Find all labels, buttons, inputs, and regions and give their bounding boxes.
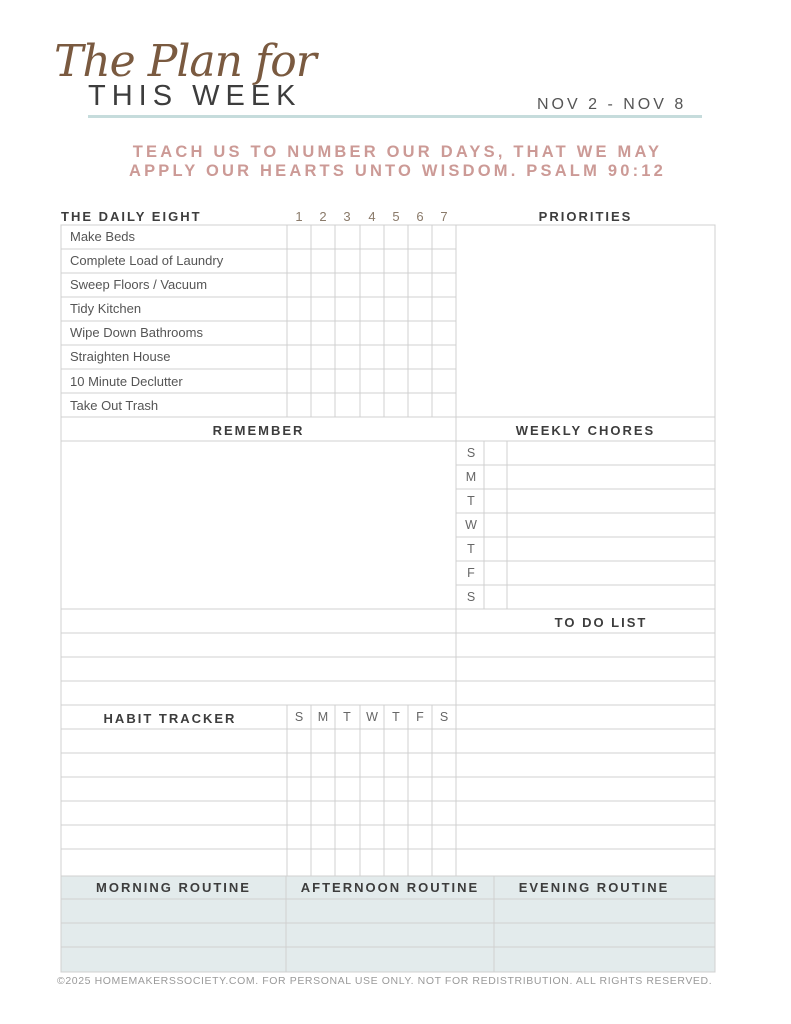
- day-number: 3: [343, 209, 351, 224]
- habit-day-label: S: [294, 710, 304, 724]
- habit-day-label: F: [416, 710, 424, 724]
- daily-task: Wipe Down Bathrooms: [70, 325, 203, 340]
- priorities-title: PRIORITIES: [538, 209, 633, 224]
- chore-day-label: S: [466, 446, 476, 460]
- habit-day-label: S: [439, 710, 449, 724]
- chore-day-label: S: [466, 590, 476, 604]
- daily-task: Tidy Kitchen: [70, 301, 142, 316]
- chore-day-label: M: [465, 470, 477, 484]
- daily-task: Take Out Trash: [70, 398, 159, 413]
- daily-task: 10 Minute Declutter: [70, 374, 183, 389]
- habit-day-label: M: [317, 710, 329, 724]
- script-title: The Plan for: [54, 36, 316, 87]
- day-number: 5: [392, 209, 400, 224]
- chore-day-label: T: [467, 542, 475, 556]
- chore-day-label: F: [467, 566, 475, 580]
- date-range: NOV 2 - NOV 8: [537, 96, 687, 113]
- todo-title: TO DO LIST: [554, 615, 648, 630]
- daily-eight-title: THE DAILY EIGHT: [61, 209, 202, 224]
- verse-line-2: APPLY OUR HEARTS UNTO WISDOM. PSALM 90:12: [128, 162, 667, 180]
- weekly-chores-title: WEEKLY CHORES: [515, 423, 656, 438]
- daily-task: Sweep Floors / Vacuum: [70, 277, 208, 292]
- habit-tracker-title: HABIT TRACKER: [103, 711, 237, 726]
- afternoon-routine-title: AFTERNOON ROUTINE: [300, 880, 480, 895]
- evening-routine-title: EVENING ROUTINE: [518, 880, 670, 895]
- habit-day-label: W: [366, 710, 378, 724]
- verse-line-1: TEACH US TO NUMBER OUR DAYS, THAT WE MAY: [132, 143, 663, 161]
- daily-task: Complete Load of Laundry: [70, 253, 224, 268]
- copyright-footer: ©2025 HOMEMAKERSSOCIETY.COM. FOR PERSONAL USE ONLY. NOT FOR REDISTRIBUTION. ALL RIGHTS RESERVED.: [57, 975, 713, 987]
- chore-day-label: W: [465, 518, 477, 532]
- day-number: 2: [319, 209, 327, 224]
- remember-title: REMEMBER: [212, 423, 305, 438]
- page-title: THIS WEEK: [88, 80, 302, 112]
- day-number: 7: [440, 209, 448, 224]
- morning-routine-title: MORNING ROUTINE: [96, 880, 251, 895]
- day-number: 4: [368, 209, 376, 224]
- chore-day-label: T: [467, 494, 475, 508]
- daily-task: Make Beds: [70, 229, 136, 244]
- day-number: 6: [416, 209, 424, 224]
- day-number: 1: [295, 209, 303, 224]
- habit-day-label: T: [343, 710, 351, 724]
- habit-day-label: T: [392, 710, 400, 724]
- daily-task: Straighten House: [70, 349, 171, 364]
